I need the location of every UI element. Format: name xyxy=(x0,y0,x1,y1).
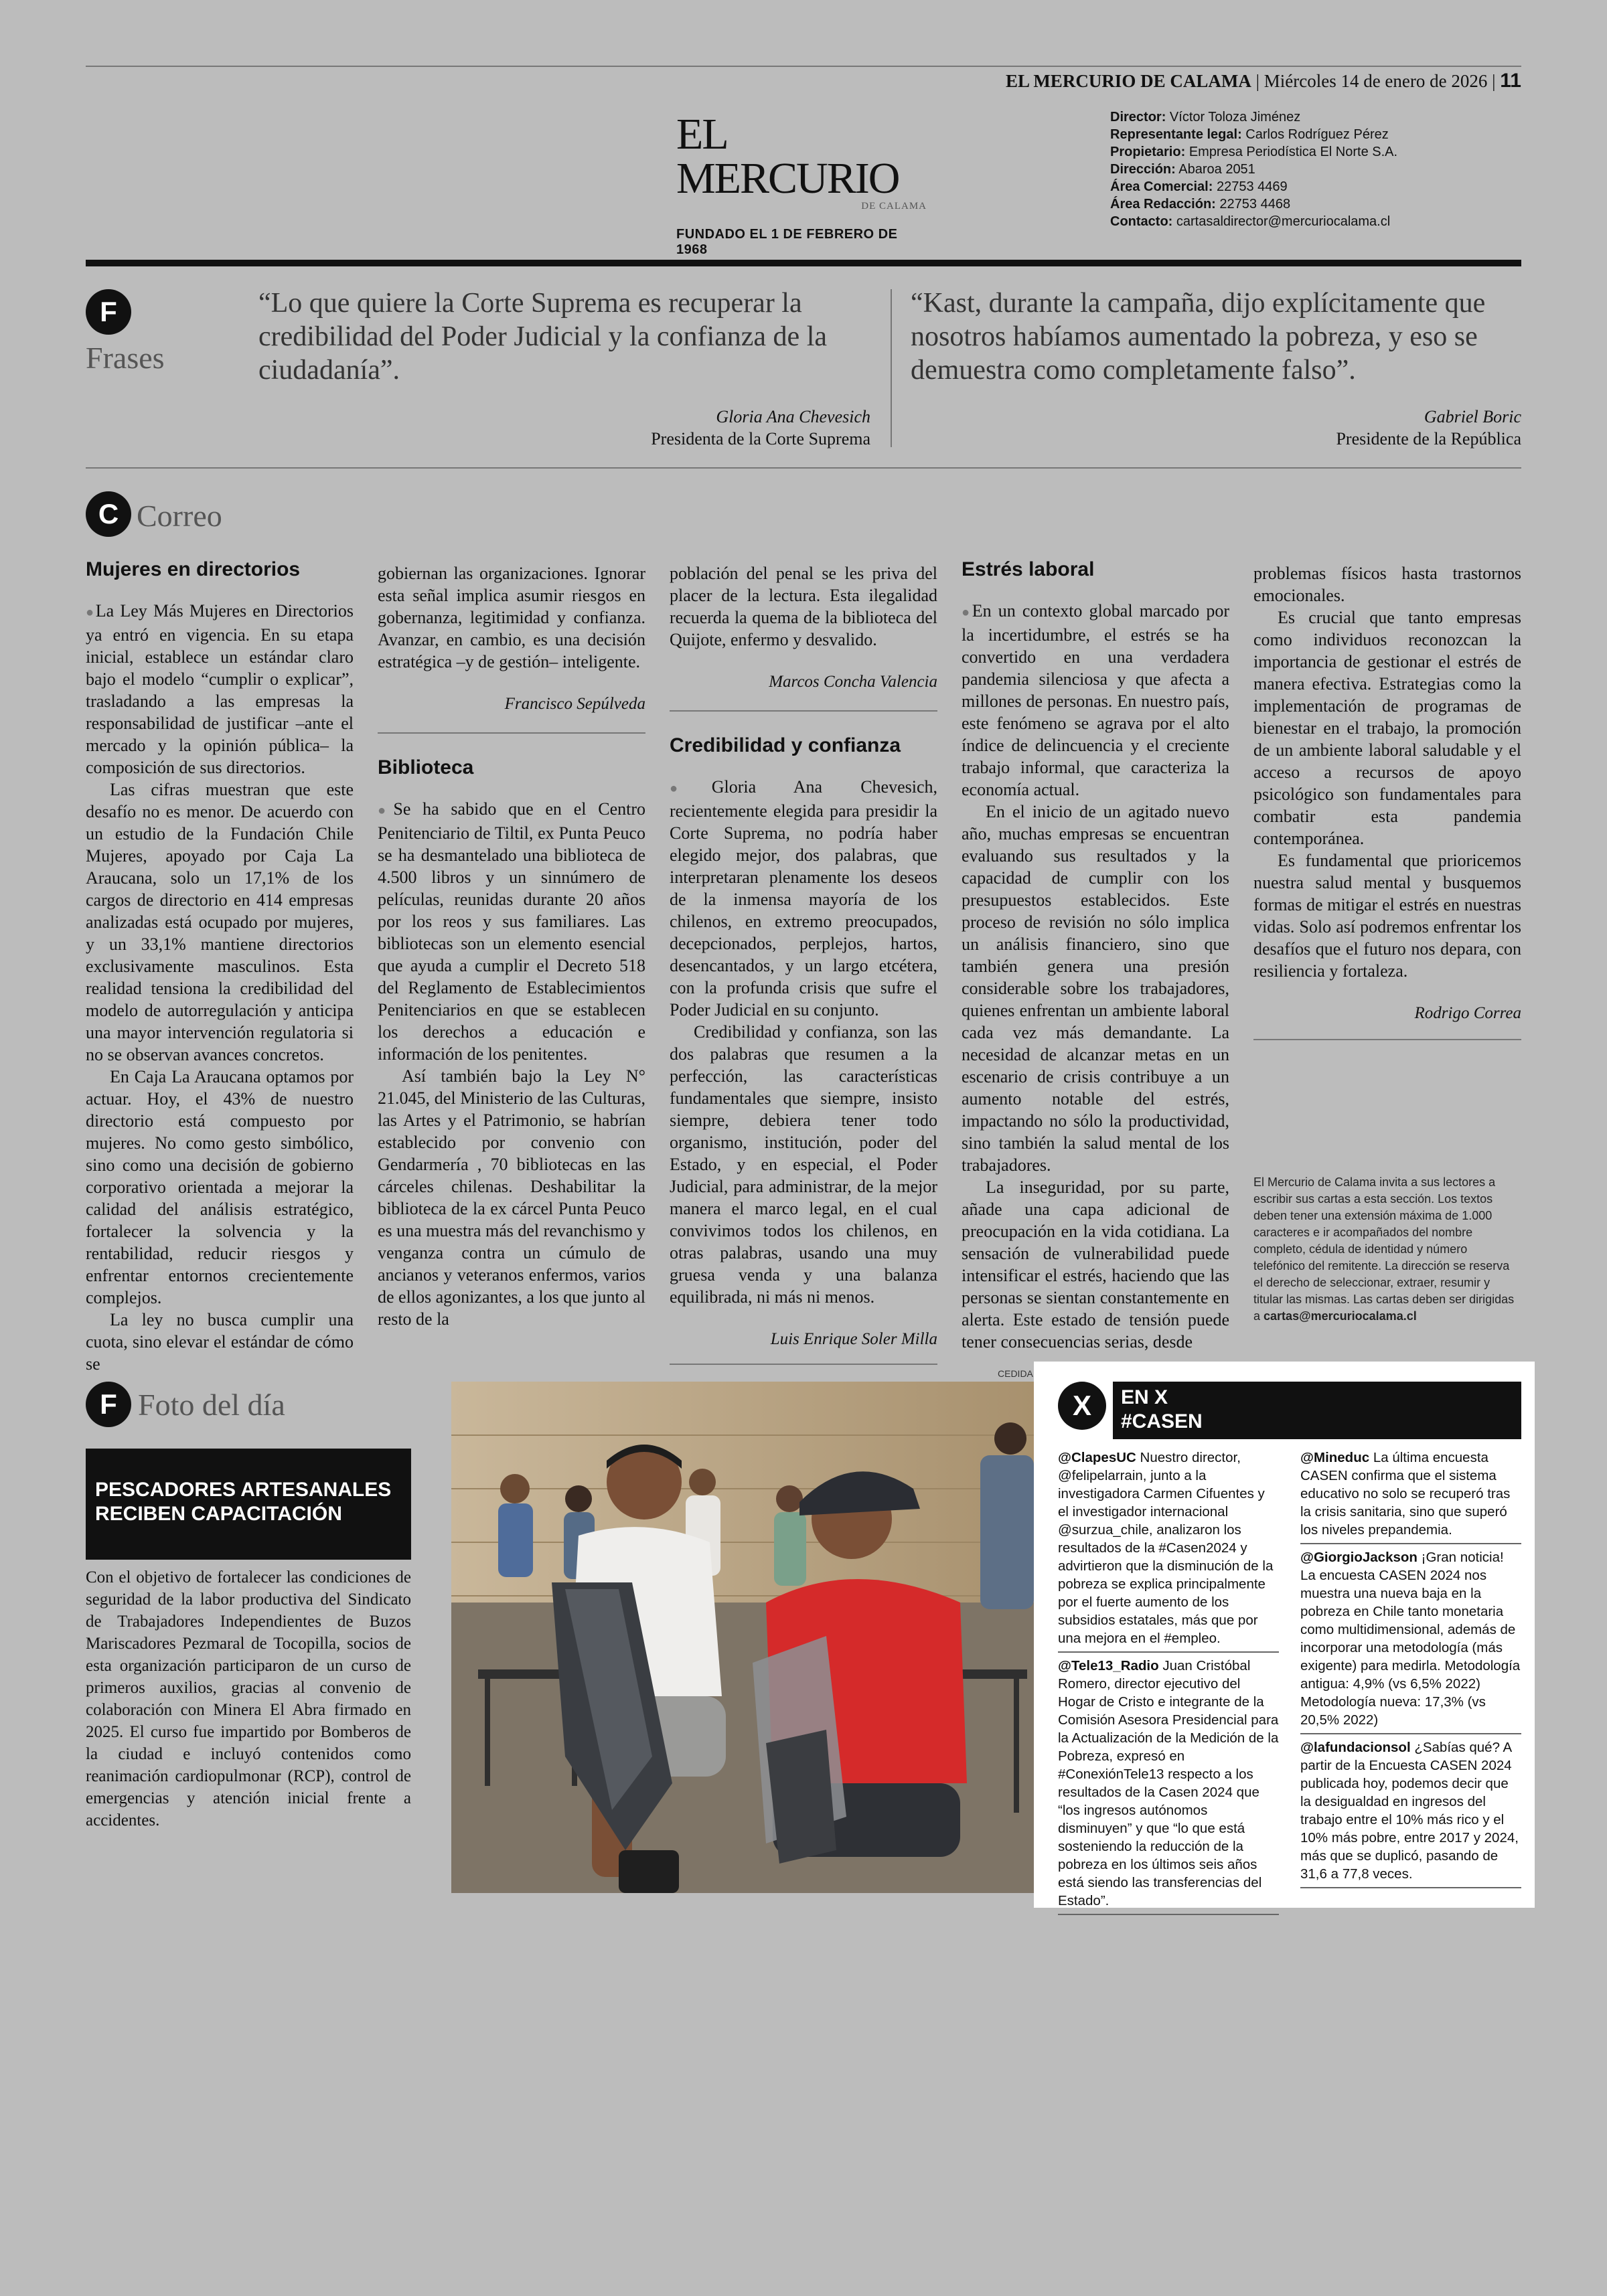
photo-credit: CEDIDA xyxy=(998,1368,1033,1379)
founded-line: FUNDADO EL 1 DE FEBRERO DE 1968 xyxy=(676,227,898,257)
photo-illustration xyxy=(451,1382,1034,1893)
quote-2-attribution xyxy=(1187,406,1521,450)
letter-paragraph: En el inicio de un agitado nuevo año, muchas empresas se encuentran evaluando sus resultados y la capacidad de cumplir con los presupuestos establecidos. Este proceso de revisión no sólo implica un análisis financiero, sino que también genera una presión considerable sobre los trabajadores, quienes enfrentan un ambiente laboral cada vez más demandante. La necesidad de alcanzar metas en un escenario de crisis contribuye a un aumento notable del estrés, impactando no sólo la productividad, sino también la salud mental de los trabajadores. xyxy=(962,802,1229,1175)
foto-title: Foto del día xyxy=(138,1388,285,1422)
tweet-handle[interactable]: @GiorgioJackson xyxy=(1300,1550,1418,1565)
masthead-logo xyxy=(676,112,931,258)
letter-paragraph: Credibilidad y confianza, son las dos palabras que resumen a la perfección, las características fundamentales que siempre, insisto siempre, debiera tener todo organismo, institución, poder del Estado, y en especial, el Poder Judicial, para administrar, de la mejor manera el marco legal, en el cual convivimos todos los chilenos, en otras palabras, usando una muy gruesa venda y una balanza equilibrada, ni más ni menos. xyxy=(670,1022,937,1307)
quote-1: “Lo que quiere la Corte Suprema es recuperar la credibilidad del Poder Judicial y la confianza de la ciudadanía”. xyxy=(258,288,828,386)
letters-notice: El Mercurio de Calama invita a sus lectores a escribir sus cartas a esta sección. Los textos deben tener una extensión máxima de 1.000 caracteres e ir acompañados del nombre completo, cédula de identidad y número telefónico del remitente. La dirección se reserva el derecho de seleccionar, extraer, resumir y titular las mismas. Las cartas deben ser dirigidas a cartas@mercuriocalama.cl xyxy=(1253,1175,1515,1323)
tweet: @GiorgioJackson ¡Gran noticia! La encuesta CASEN 2024 nos muestra una nueva baja en la pobreza en Chile tanto monetaria como multidimensional, además de incorporar una metodología (más exigente) para medirla. Metodología antigua: 4,9% (vs 6,5% 2022) Metodología nueva: 17,3% (vs 20,5% 2022) xyxy=(1300,1548,1521,1734)
en-x-header xyxy=(1113,1382,1521,1439)
letter-heading: Biblioteca xyxy=(378,756,474,778)
staff-box xyxy=(1110,108,1397,230)
letter-paragraph: En Caja La Araucana optamos por actuar. Hoy, el 43% de nuestro directorio está compuesto por mujeres. No como gesto simbólico, sino como una decisión de gobierno corporativo orientada a mejorar la calidad del análisis estratégico, fortalecer la solvencia y la rentabilidad, reducir riesgos y enfrentar entornos crecientemente complejos. xyxy=(86,1067,354,1307)
letter-paragraph: La ley no busca cumplir una cuota, sino elevar el estándar de cómo se xyxy=(86,1310,354,1374)
letter-paragraph: La inseguridad, por su parte, añade una capa adicional de preocupación en la vida cotidiana. La sensación de vulnerabilidad puede intensificar el estrés, haciendo que las personas se sientan constantemente en alerta. Este estado de tensión puede tener consecuencias serias, desde xyxy=(962,1177,1229,1351)
letter-paragraph: Las cifras muestran que este desafío no es menor. De acuerdo con un estudio de la Fundación Chile Mujeres, apoyado por Caja La Araucana, solo un 17,1% de los cargos de directorio en 414 empresas analizadas está ocupado por mujeres, y un 33,1% mantiene directorios exclusivamente masculinos. Esta realidad tensiona la credibilidad del modelo de autorregulación y anticipa una mayor intervención regulatoria si no se observan avances concretos. xyxy=(86,780,354,1064)
frases-bottom-rule xyxy=(86,467,1521,469)
photo-fishermen-training xyxy=(451,1382,1034,1893)
letters-email[interactable]: cartas@mercuriocalama.cl xyxy=(1264,1309,1417,1323)
letter-paragraph: gobiernan las organizaciones. Ignorar esta señal implica asumir riesgos en gobernanza, legitimidad y confianza. Avanzar, en cambio, es una decisión estratégica –y de gestión– inteligente. xyxy=(378,564,645,671)
letter-signature: Francisco Sepúlveda xyxy=(504,695,645,713)
tweet-handle[interactable]: @ClapesUC xyxy=(1058,1450,1136,1465)
page-number: 11 xyxy=(1500,70,1521,92)
letter-divider xyxy=(378,732,645,734)
en-x-title: EN X xyxy=(1121,1386,1168,1408)
letter-paragraph: ● En un contexto global marcado por la incertidumbre, el estrés se ha convertido en una verdadera pandemia silenciosa y que afecta a millones de personas. En nuestro país, este fenómeno se agrava por el alto índice de delincuencia y el creciente trabajo informal, que caracteriza la economía actual. xyxy=(962,600,1229,801)
letter-signature: Rodrigo Correa xyxy=(1414,1004,1521,1022)
tweet: @Tele13_Radio Juan Cristóbal Romero, director ejecutivo del Hogar de Cristo e integrante de la Comisión Asesora Presidencial para la Actualización de la Medición de la Pobreza, expresó en #ConexiónTele13 respecto a los resultados de la Casen 2024 que “los ingresos autónomos disminuyen” y que “lo que está sosteniendo la reducción de la pobreza en los últimos seis años está siendo las transferencias del Estado”. xyxy=(1058,1657,1279,1915)
tweet: @ClapesUC Nuestro director, @felipelarrain, junto a la investigadora Carmen Cifuentes y el investigador internacional @surzua_chile, analizaron los resultados de la #Casen2024 y advirtieron que la disminución de la pobreza se explica principalmente por el fuerte aumento de los subsidios estatales, más que por una mejora en el #empleo. xyxy=(1058,1449,1279,1653)
letter-heading: Estrés laboral xyxy=(962,558,1095,580)
letter-paragraph: Es fundamental que prioricemos nuestra salud mental y busquemos formas de mitigar el estrés en nuestras vidas. Solo así podremos enfrentar los desafíos que el futuro nos depara, con resiliencia y fortaleza. xyxy=(1253,851,1521,981)
letter-estres-laboral xyxy=(962,558,1229,1353)
letter-paragraph: problemas físicos hasta trastornos emocionales. xyxy=(1253,564,1521,605)
foto-badge: F xyxy=(86,1382,131,1427)
staff-line: Representante legal: Carlos Rodríguez Pérez xyxy=(1110,127,1389,142)
letter-divider xyxy=(670,710,937,712)
letter-paragraph: población del penal se les priva del placer de la lectura. Esta ilegalidad recuerda la quema de la biblioteca del Quijote, enfermo y desvalido. xyxy=(670,564,937,649)
quote-1-role: Presidenta de la Corte Suprema xyxy=(651,429,870,448)
issue-date: Miércoles 14 de enero de 2026 xyxy=(1264,71,1488,91)
paper-name: EL MERCURIO DE CALAMA xyxy=(1006,71,1251,91)
letter-heading: Credibilidad y confianza xyxy=(670,734,901,756)
tweet-handle[interactable]: @lafundacionsol xyxy=(1300,1740,1411,1755)
section-divider xyxy=(86,260,1521,266)
letter-column-3 xyxy=(670,562,937,1388)
contact-email[interactable]: cartasaldirector@mercuriocalama.cl xyxy=(1176,214,1391,229)
letter-paragraph: ● Gloria Ana Chevesich, recientemente elegida para presidir la Corte Suprema, no podría haber elegido mejor, dos palabras, que interpretaran plenamente los deseos de la inmensa mayoría de los chilenos, en extremo preocupados, decepcionados, perplejos, hartos, desencantados, y un largo etcétera, con la profunda crisis que sufre el Poder Judicial en su conjunto. xyxy=(670,776,937,1021)
x-logo-icon: X xyxy=(1058,1382,1106,1430)
letter-paragraph: Es crucial que tanto empresas como individuos reconozcan la importancia de gestionar el estrés de manera efectiva. Estrategias como la implementación de programas de bienestar en el trabajo, la promoción de un ambiente laboral saludable y el acceso a recursos de apoyo psicológico son fundamentales para combatir esta pandemia contemporánea. xyxy=(1253,608,1521,848)
masthead-name: EL MERCURIO xyxy=(676,110,899,203)
foto-caption: Con el objetivo de fortalecer las condiciones de seguridad de la labor productiva del Sindicato de Trabajadores Independientes de Buzos Mariscadores Pezmaral de Tocopilla, socios de esta organización participaron de un curso de primeros auxilios, gracias al convenio de colaboración con Minera El Abra firmado en 2025. El curso fue impartido por Bomberos de la ciudad e incluyó contenidos como reanimación cardiopulmonar (RCP), control de emergencias y atención inicial frente a accidentes. xyxy=(86,1568,411,1829)
letter-signature: Marcos Concha Valencia xyxy=(769,673,937,691)
letter-column-5 xyxy=(1253,562,1521,1325)
top-rule xyxy=(86,66,1521,67)
frases-title: Frases xyxy=(86,341,165,375)
staff-line: Director: Víctor Toloza Jiménez xyxy=(1110,110,1301,125)
quote-2: “Kast, durante la campaña, dijo explícitamente que nosotros habíamos aumentado la pobreza, y eso se demuestra como completamente falso”. xyxy=(911,288,1486,386)
quote-2-author: Gabriel Boric xyxy=(1424,407,1521,426)
en-x-box xyxy=(1034,1362,1535,1908)
foto-headline: PESCADORES ARTESANALES RECIBEN CAPACITACIÓN xyxy=(86,1449,411,1560)
tweet: @Mineduc La última encuesta CASEN confirma que el sistema educativo no solo se recuperó tras la crisis sanitaria, sino que superó los niveles prepandemia. xyxy=(1300,1449,1521,1544)
letter-paragraph: ● Se ha sabido que en el Centro Penitenciario de Tiltil, ex Punta Peuco se ha desmantelado una biblioteca de 4.500 libros y un sinnúmero de películas, reunidas durante 20 años por los reos y sus familiares. Las bibliotecas son un elemento esencial que ayuda a cumplir el Decreto 518 del Reglamento de Establecimientos Penitenciarios en que se establecen los derechos a educación e información de los penitentes. xyxy=(378,798,645,1065)
staff-line: Área Comercial: 22753 4469 xyxy=(1110,179,1288,194)
letter-divider xyxy=(670,1364,937,1365)
tweet: @lafundacionsol ¿Sabías qué? A partir de la Encuesta CASEN 2024 publicada hoy, podemos decir que la desigualdad en ingresos del trabajo entre el 10% más rico y el 10% más pobre, entre 2017 y 2024, más que se duplicó, pasando de 31,6 a 77,8 veces. xyxy=(1300,1738,1521,1888)
frases-badge: F xyxy=(86,289,131,335)
quote-2-role: Presidente de la República xyxy=(1336,429,1521,448)
staff-line: Contacto: cartasaldirector@mercuriocalama.cl xyxy=(1110,214,1391,229)
letter-column-2 xyxy=(378,562,645,1330)
correo-badge: C xyxy=(86,491,131,537)
tweet-handle[interactable]: @Tele13_Radio xyxy=(1058,1658,1159,1673)
letter-heading: Mujeres en directorios xyxy=(86,558,301,580)
staff-line: Dirección: Abaroa 2051 xyxy=(1110,162,1255,177)
staff-line: Propietario: Empresa Periodística El Norte S.A. xyxy=(1110,145,1398,159)
letter-paragraph: ● La Ley Más Mujeres en Directorios ya entró en vigencia. En su etapa inicial, establece un estándar claro bajo el modelo “cumplir o explicar”, trasladando a las empresas la responsabilidad de justificar –ante el mercado y la opinión pública– la composición de sus directorios. xyxy=(86,600,354,778)
quote-divider xyxy=(891,289,892,447)
staff-line: Área Redacción: 22753 4468 xyxy=(1110,197,1291,212)
quote-1-attribution xyxy=(536,406,870,450)
en-x-hashtag[interactable]: #CASEN xyxy=(1121,1410,1203,1432)
tweet-handle[interactable]: @Mineduc xyxy=(1300,1450,1370,1465)
letter-signature: Luis Enrique Soler Milla xyxy=(770,1330,937,1348)
letter-paragraph: Así también bajo la Ley N° 21.045, del Ministerio de las Culturas, las Artes y el Patrimonio, se habrían establecido por convenio con Gendarmería , 70 bibliotecas en las cárceles chilenas. Deshabilitar la biblioteca de la ex cárcel Punta Peuco es una muestra más del revanchismo y venganza contra un cúmulo de ancianos y veteranos enfermos, varios de ellos agonizantes, a los que junto al resto de la xyxy=(378,1066,646,1329)
tweets-left-column xyxy=(1058,1449,1279,1919)
running-header: EL MERCURIO DE CALAMA | Miércoles 14 de enero de 2026 | 11 xyxy=(1006,70,1521,92)
tweets-right-column xyxy=(1300,1449,1521,1892)
correo-title: Correo xyxy=(137,499,222,533)
quote-1-author: Gloria Ana Chevesich xyxy=(716,407,870,426)
masthead-sub: DE CALAMA xyxy=(861,201,927,212)
letter-mujeres-directorios xyxy=(86,558,354,1375)
letter-divider xyxy=(1253,1039,1521,1040)
